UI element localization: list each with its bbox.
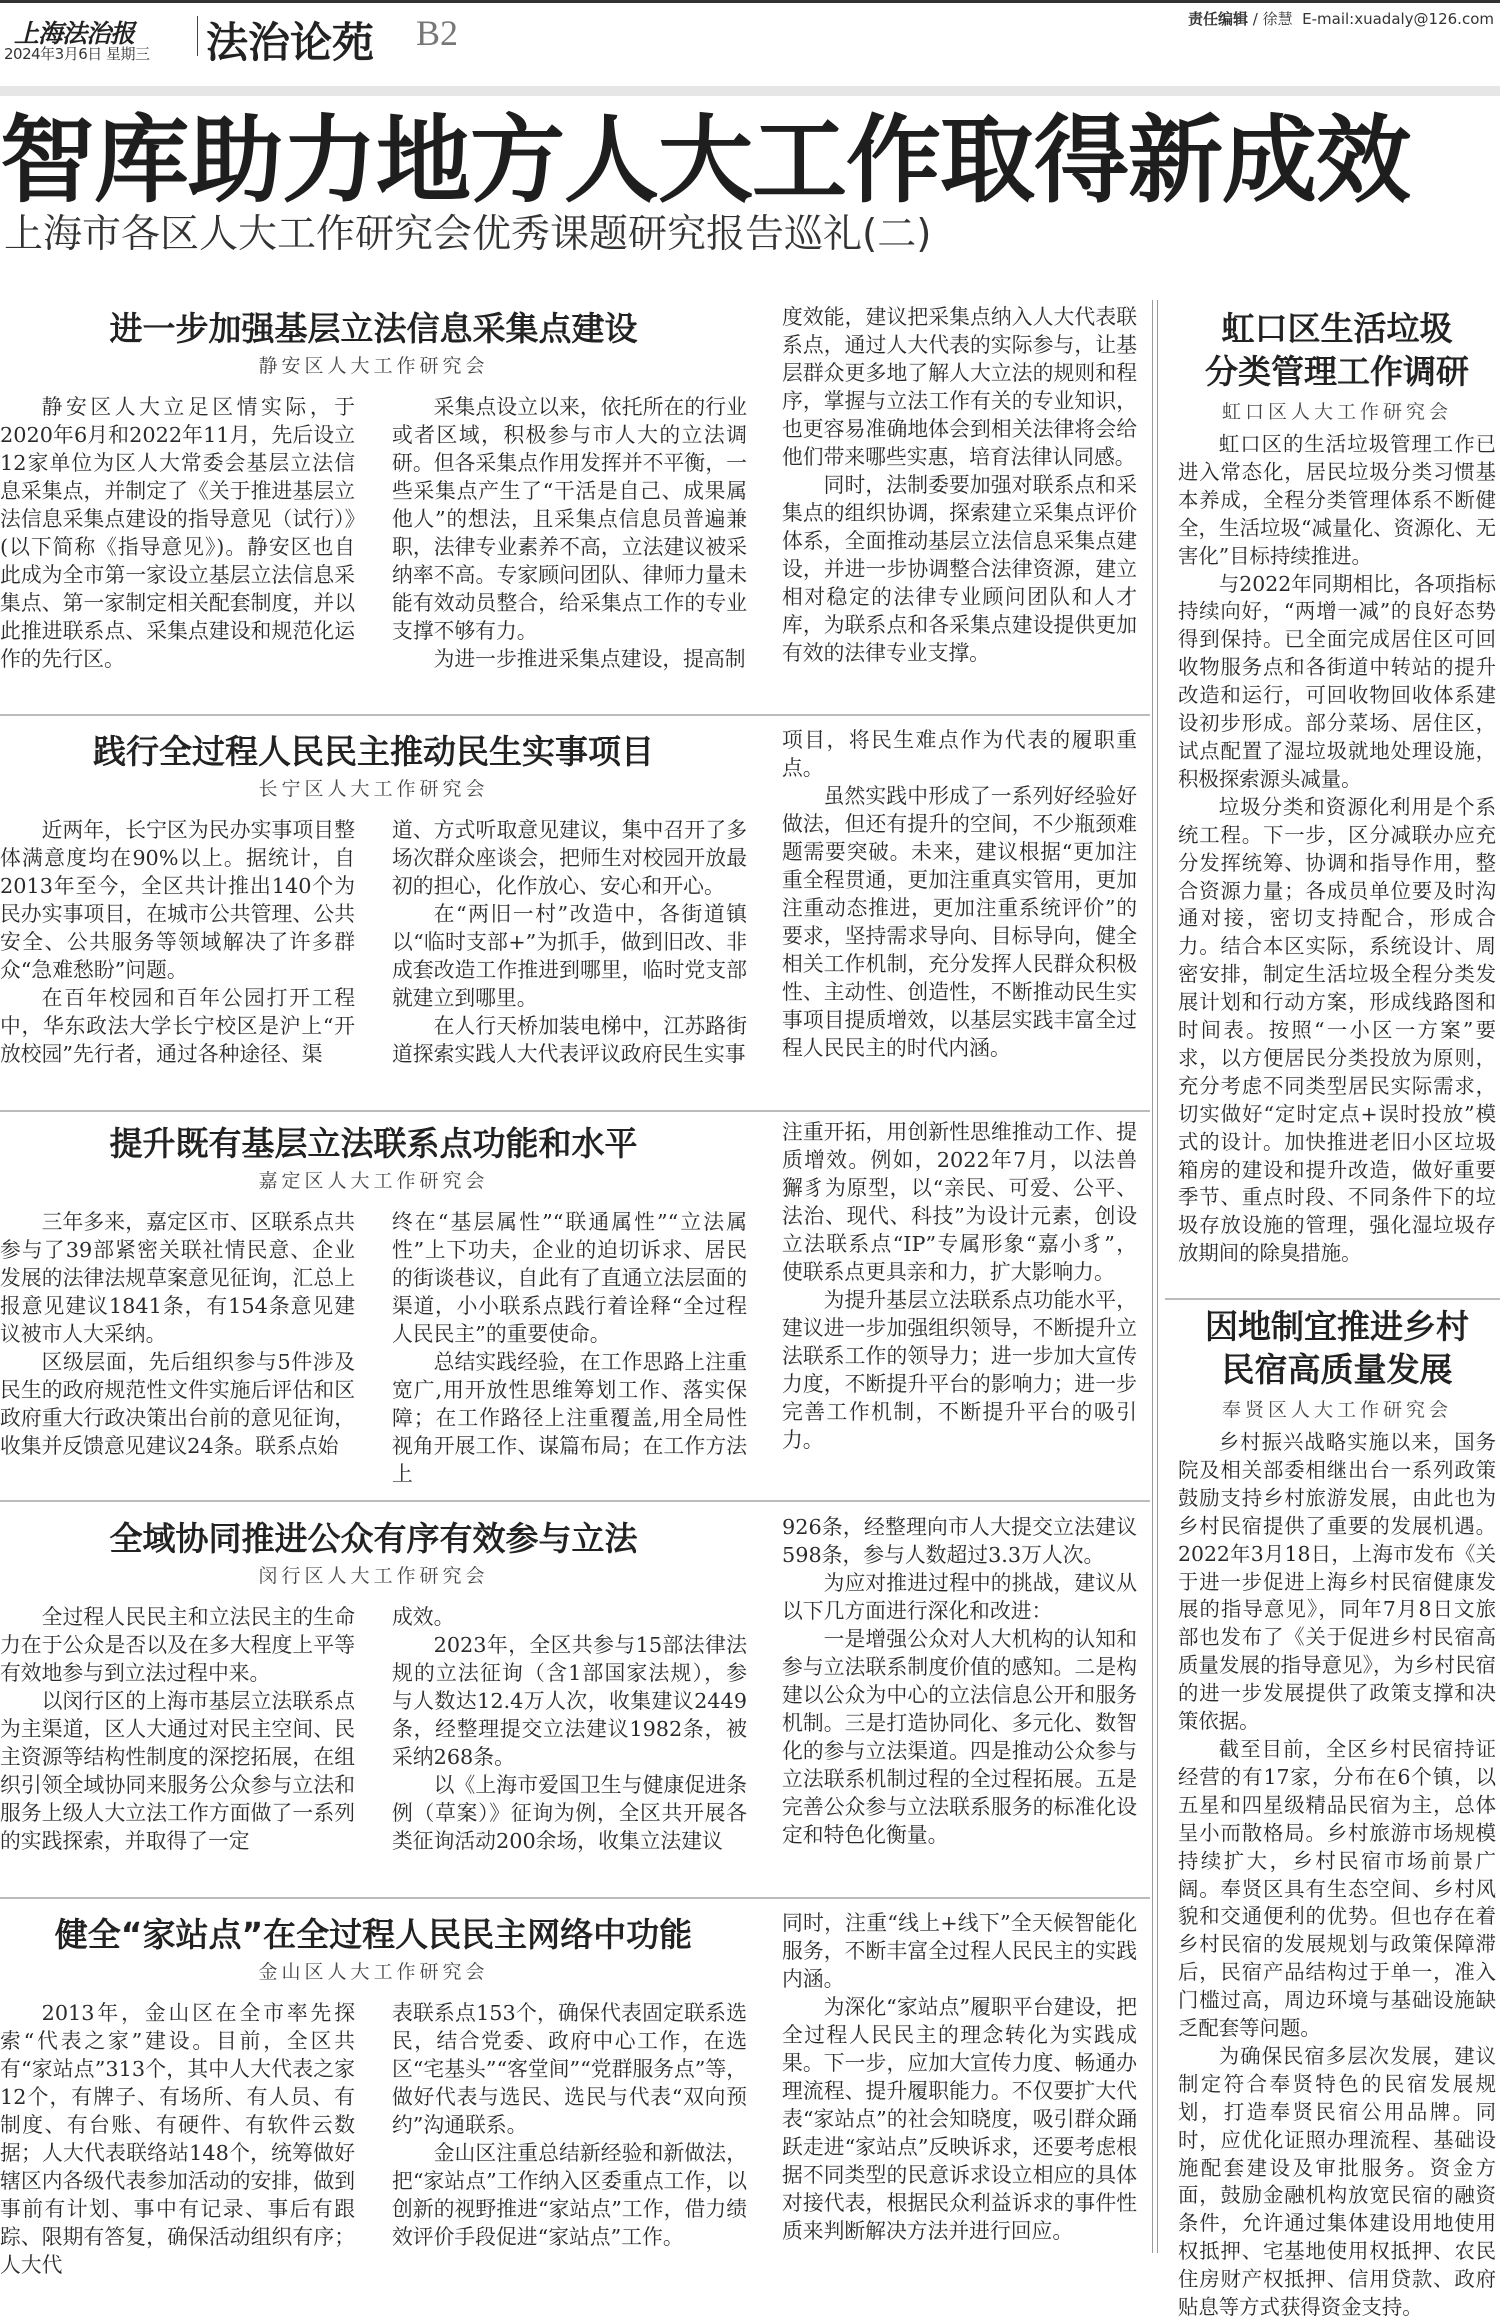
article-paragraph: 为进一步推进采集点建设，提高制 (433, 647, 746, 671)
article-paragraph: 全过程人民民主和立法民主的生命力在于公众是否以及在多大程度上平等有效地参与到立法过程中来。 (0, 1605, 355, 1685)
page-headline: 智库助力地方人大工作取得新成效 (0, 105, 1411, 216)
article-paragraph: 一是增强公众对人大机构的认知和参与立法联系制度价值的感知。二是构建以公众为中心的立法信息公开和服务机制。三是打造协同化、多元化、数智化的参与立法渠道。四是推动公众参与立法联系机制过程的全过程拓展。五是完善公众参与立法联系服务的标准化设定和特色化衡量。 (782, 1627, 1137, 1847)
article-title: 进一步加强基层立法信息采集点建设 (109, 309, 638, 348)
article-column (782, 303, 1137, 667)
article-column (0, 1999, 355, 2279)
article-paragraph: 在“两旧一村”改造中，各街道镇以“临时支部+”为抓手，做到旧改、非成套改造工作推进到哪里，临时党支部就建立到哪里。 (392, 902, 747, 1010)
masthead-divider (197, 16, 198, 56)
article-paragraph: 以《上海市爱国卫生与健康促进条例（草案）》征询为例，全区共开展各类征询活动200余场，收集立法建议 (392, 1773, 747, 1853)
article-paragraph: 虽然实践中形成了一系列好经验好做法，但还有提升的空间，不少瓶颈难题需要突破。未来，建议根据“更加注重全程贯通，更加注重真实管用，更加注重动态推进，更加注重系统评价”的要求，坚持需求导向、目标导向，健全相关工作机制，充分发挥人民群众积极性、主动性、创造性，不断推动民生实事项目提质增效，以基层实践丰富全过程人民民主的时代内涵。 (782, 784, 1137, 1060)
article-column (392, 1603, 747, 1855)
article-column (392, 1208, 747, 1488)
article-title: 健全“家站点”在全过程人民民主网络中功能 (54, 1915, 693, 1954)
article-paragraph: 同时，注重“线上+线下”全天候智能化服务，不断丰富全过程人民民主的实践内涵。 (782, 1911, 1137, 1991)
article-paragraph: 与2022年同期相比，各项指标持续向好，“两增一减”的良好态势得到保持。已全面完成居住区可回收物服务点和各街道中转站的提升改造和运行，可回收物回收体系建设初步形成。部分菜场、居住区，试点配置了湿垃圾就地处理设施，积极探索源头减量。 (1178, 571, 1496, 791)
article-paragraph: 注重开拓，用创新性思维推动工作、提质增效。例如，2022年7月，以法兽獬豸为原型，以“亲民、可爱、公平、法治、现代、科技”为设计元素，创设立法联系点“IP”专属形象“嘉小豸”，使联系点更具亲和力，扩大影响力。 (782, 1120, 1137, 1284)
editor-name: / 徐慧 (1252, 10, 1293, 28)
article-paragraph: 截至目前，全区乡村民宿持证经营的有17家，分布在6个镇，以五星和四星级精品民宿为主，总体呈小而散格局。乡村旅游市场规模持续扩大，乡村民宿市场前景广阔。奉贤区具有生态空间、乡村风貌和交通便利的优势。但也存在着乡村民宿的发展规划与政策保障滞后，民宿产品结构过于单一，准入门槛过高，周边环境与基础设施缺乏配套等问题。 (1178, 1736, 1496, 2041)
column-separator (1152, 300, 1158, 2253)
article-paragraph: 在百年校园和百年公园打开工程中，华东政法大学长宁校区是沪上“开放校园”先行者，通过各种途径、渠 (0, 986, 355, 1066)
article-byline: 闵行区人大工作研究会 (258, 1565, 489, 1587)
article-paragraph: 三年多来，嘉定区市、区联系点共参与了39部紧密关联社情民意、企业发展的法律法规草案意见征询，汇总上报意见建议1841条，有154条意见建议被市人大采纳。 (0, 1210, 355, 1346)
article-column (0, 1603, 355, 1855)
side-article-byline: 奉贤区人大工作研究会 (1221, 1399, 1452, 1421)
page-number: B2 (416, 13, 459, 53)
section-name: 法治论苑 (206, 18, 375, 67)
article-byline: 静安区人大工作研究会 (258, 355, 489, 377)
article-paragraph: 垃圾分类和资源化利用是个系统工程。下一步，区分减联办应充分发挥统筹、协调和指导作用，整合资源力量；各成员单位要及时沟通对接，密切支持配合，形成合力。结合本区实际，系统设计、周密安排，制定生活垃圾全程分类发展计划和行动方案，形成线路图和时间表。按照“一小区一方案”要求，以方便居民分类投放为原则，充分考虑不同类型居民实际需求，切实做好“定时定点+误时投放”模式的设计。加快推进老旧小区垃圾箱房的建设和提升改造，做好重要季节、重点时段、不同条件下的垃圾存放设施的管理，强化湿垃圾存放期间的除臭措施。 (1178, 794, 1496, 1266)
article-column (0, 393, 355, 673)
article-paragraph: 道、方式听取意见建议，集中召开了多场次群众座谈会，把师生对校园开放最初的担心，化作放心、安心和开心。 (392, 818, 747, 898)
article-paragraph: 同时，法制委要加强对联系点和采集点的组织协调，探索建立采集点评价体系，全面推动基层立法信息采集点建设，并进一步协调整合法律资源，建立相对稳定的法律专业顾问团队和人才库，为联系点和各采集点建设提供更加有效的法律专业支撑。 (782, 473, 1137, 665)
side-article-byline: 虹口区人大工作研究会 (1221, 401, 1452, 423)
article-column (392, 816, 747, 1068)
editor-email: E-mail:xuadaly@126.com (1302, 10, 1494, 28)
article-divider (0, 1500, 1150, 1502)
side-article-divider (1165, 1298, 1500, 1300)
article-column (392, 393, 747, 673)
article-paragraph: 为应对推进过程中的挑战，建议从以下几方面进行深化和改进： (782, 1571, 1137, 1623)
top-rule (0, 0, 1500, 3)
side-article (1178, 1305, 1496, 2322)
article-title: 提升既有基层立法联系点功能和水平 (109, 1124, 638, 1163)
article-column (782, 1513, 1137, 1849)
side-article-body (1178, 1429, 1496, 2322)
article-paragraph: 虹口区的生活垃圾管理工作已进入常态化，居民垃圾分类习惯基本养成，全程分类管理体系不断健全，生活垃圾“减量化、资源化、无害化”目标持续推进。 (1178, 432, 1496, 568)
article-paragraph: 926条，经整理向市人大提交立法建议598条，参与人数超过3.3万人次。 (782, 1515, 1137, 1567)
side-article-body (1178, 431, 1496, 1268)
article-paragraph: 近两年，长宁区为民办实事项目整体满意度均在90%以上。据统计，自2013年至今，全区共计推出140个为民办实事项目，在城市公共管理、公共安全、公共服务等领域解决了许多群众“急难愁盼”问题。 (0, 818, 355, 982)
article-paragraph: 为确保民宿多层次发展，建议制定符合奉贤特色的民宿发展规划，打造奉贤民宿公用品牌。同时，应优化证照办理流程、基础设施配套建设及审批服务。资金方面，鼓励金融机构放宽民宿的融资条件，允许通过集体建设用地使用权抵押、宅基地使用权抵押、农民住房财产权抵押、信用贷款、政府贴息等方式获得资金支持。 (1178, 2043, 1496, 2320)
article-paragraph: 静安区人大立足区情实际，于2020年6月和2022年11月，先后设立12家单位为区人大常委会基层立法信息采集点，并制定了《关于推进基层立法信息采集点建设的指导意见（试行）》(以下简称《指导意见》)。静安区也自此成为全市第一家设立基层立法信息采集点、第一家制定相关配套制度，并以此推进联系点、采集点建设和规范化运作的先行区。 (0, 395, 355, 671)
article-column (392, 1999, 747, 2251)
article-column (0, 1208, 355, 1460)
article-paragraph: 以闵行区的上海市基层立法联系点为主渠道，区人大通过对民主空间、民主资源等结构性制度的深挖拓展，在组织引领全域协同来服务公众参与立法和服务上级人大立法工作方面做了一系列的实践探索，并取得了一定 (0, 1689, 355, 1853)
header-band (0, 86, 1500, 96)
side-article-title: 分类管理工作调研 (1205, 352, 1469, 391)
page-subtitle: 上海市各区人大工作研究会优秀课题研究报告巡礼(二) (4, 212, 932, 257)
side-article-title: 民宿高质量发展 (1221, 1350, 1453, 1389)
article-byline: 金山区人大工作研究会 (258, 1961, 489, 1983)
article-paragraph: 在人行天桥加装电梯中，江苏路街道探索实践人大代表评议政府民生实事 (392, 1014, 747, 1066)
article-paragraph: 为提升基层立法联系点功能水平，建议进一步加强组织领导，不断提升立法联系工作的领导力；进一步加大宣传力度，不断提升平台的影响力；进一步完善工作机制，不断提升平台的吸引力。 (782, 1288, 1137, 1452)
editor-info (1188, 8, 1494, 29)
article-divider (0, 714, 1150, 716)
article-title: 全域协同推进公众有序有效参与立法 (109, 1519, 638, 1558)
article-divider (0, 1110, 1150, 1112)
article-paragraph: 表联系点153个，确保代表固定联系选民，结合党委、政府中心工作，在选区“宅基头”“客堂间”“党群服务点”等，做好代表与选民、选民与代表“双向预约”沟通联系。 (392, 2001, 747, 2137)
article-paragraph: 金山区注重总结新经验和新做法，把“家站点”工作纳入区委重点工作，以创新的视野推进“家站点”工作，借力绩效评价手段促进“家站点”工作。 (392, 2141, 747, 2249)
article-column (782, 726, 1137, 1062)
article-paragraph: 2013年，金山区在全市率先探索“代表之家”建设。目前，全区共有“家站点”313个，其中人大代表之家12个，有牌子、有场所、有人员、有制度、有台账、有硬件、有软件云数据；人大代表联络站148个，统筹做好辖区内各级代表参加活动的安排，做到事前有计划、事中有记录、事后有跟踪、限期有答复，确保活动组织有序；人大代 (0, 2001, 355, 2277)
article-byline: 嘉定区人大工作研究会 (258, 1170, 489, 1192)
issue-date: 2024年3月6日 星期三 (4, 45, 150, 63)
article-paragraph: 采集点设立以来，依托所在的行业或者区域，积极参与市人大的立法调研。但各采集点作用发挥并不平衡，一些采集点产生了“干活是自己、成果属他人”的想法，且采集点信息员普遍兼职，法律专业素养不高，立法建议被采纳率不高。专家顾问团队、律师力量未能有效动员整合，给采集点工作的专业支撑不够有力。 (392, 395, 747, 643)
article-paragraph: 区级层面，先后组织参与5件涉及民生的政府规范性文件实施后评估和区政府重大行政决策出台前的意见征询，收集并反馈意见建议24条。联系点始 (0, 1350, 355, 1458)
side-article (1178, 307, 1496, 1268)
article-paragraph: 终在“基层属性”“联通属性”“立法属性”上下功夫，企业的迫切诉求、居民的街谈巷议，自此有了直通立法层面的渠道，小小联系点践行着诠释“全过程人民民主”的重要使命。 (392, 1210, 747, 1346)
side-article-title: 虹口区生活垃圾 (1221, 309, 1453, 348)
article-divider (0, 1897, 1150, 1899)
article-column (0, 816, 355, 1068)
newspaper-logo: 上海法治报 (14, 19, 135, 48)
article-paragraph: 成效。 (392, 1605, 455, 1629)
article-paragraph: 2023年，全区共参与15部法律法规的立法征询（含1部国家法规），参与人数达12.4万人次，收集建议2449条，经整理提交立法建议1982条，被采纳268条。 (392, 1633, 747, 1769)
side-article-title: 因地制宜推进乡村 (1205, 1307, 1469, 1346)
editor-label: 责任编辑 (1187, 10, 1248, 28)
article-title: 践行全过程人民民主推动民生实事项目 (93, 732, 654, 771)
article-paragraph: 乡村振兴战略实施以来，国务院及相关部委相继出台一系列政策鼓励支持乡村旅游发展，由此也为乡村民宿提供了重要的发展机遇。2022年3月18日，上海市发布《关于进一步促进上海乡村民宿健康发展的指导意见》，同年7月8日文旅部也发布了《关于促进乡村民宿高质量发展的指导意见》，为乡村民宿的进一步发展提供了政策支撑和决策依据。 (1178, 1430, 1496, 1734)
article-paragraph: 度效能，建议把采集点纳入人大代表联系点，通过人大代表的实际参与，让基层群众更多地了解人大立法的规则和程序，掌握与立法工作有关的专业知识，也更容易准确地体会到相关法律将会给他们带来哪些实惠，培育法律认同感。 (782, 305, 1137, 469)
article-paragraph: 项目，将民生难点作为代表的履职重点。 (782, 728, 1137, 780)
article-column (782, 1118, 1137, 1454)
article-paragraph: 总结实践经验，在工作思路上注重宽广,用开放性思维筹划工作、落实保障；在工作路径上注重覆盖,用全局性视角开展工作、谋篇布局；在工作方法上 (392, 1350, 747, 1486)
article-paragraph: 为深化“家站点”履职平台建设，把全过程人民民主的理念转化为实践成果。下一步，应加大宣传力度、畅通办理流程、提升履职能力。不仅要扩大代表“家站点”的社会知晓度，吸引群众踊跃走进“家站点”反映诉求，还要考虑根据不同类型的民意诉求设立相应的具体对接代表，根据民众利益诉求的事件性质来判断解决方法并进行回应。 (782, 1995, 1137, 2243)
article-column (782, 1909, 1137, 2245)
article-byline: 长宁区人大工作研究会 (258, 778, 489, 800)
